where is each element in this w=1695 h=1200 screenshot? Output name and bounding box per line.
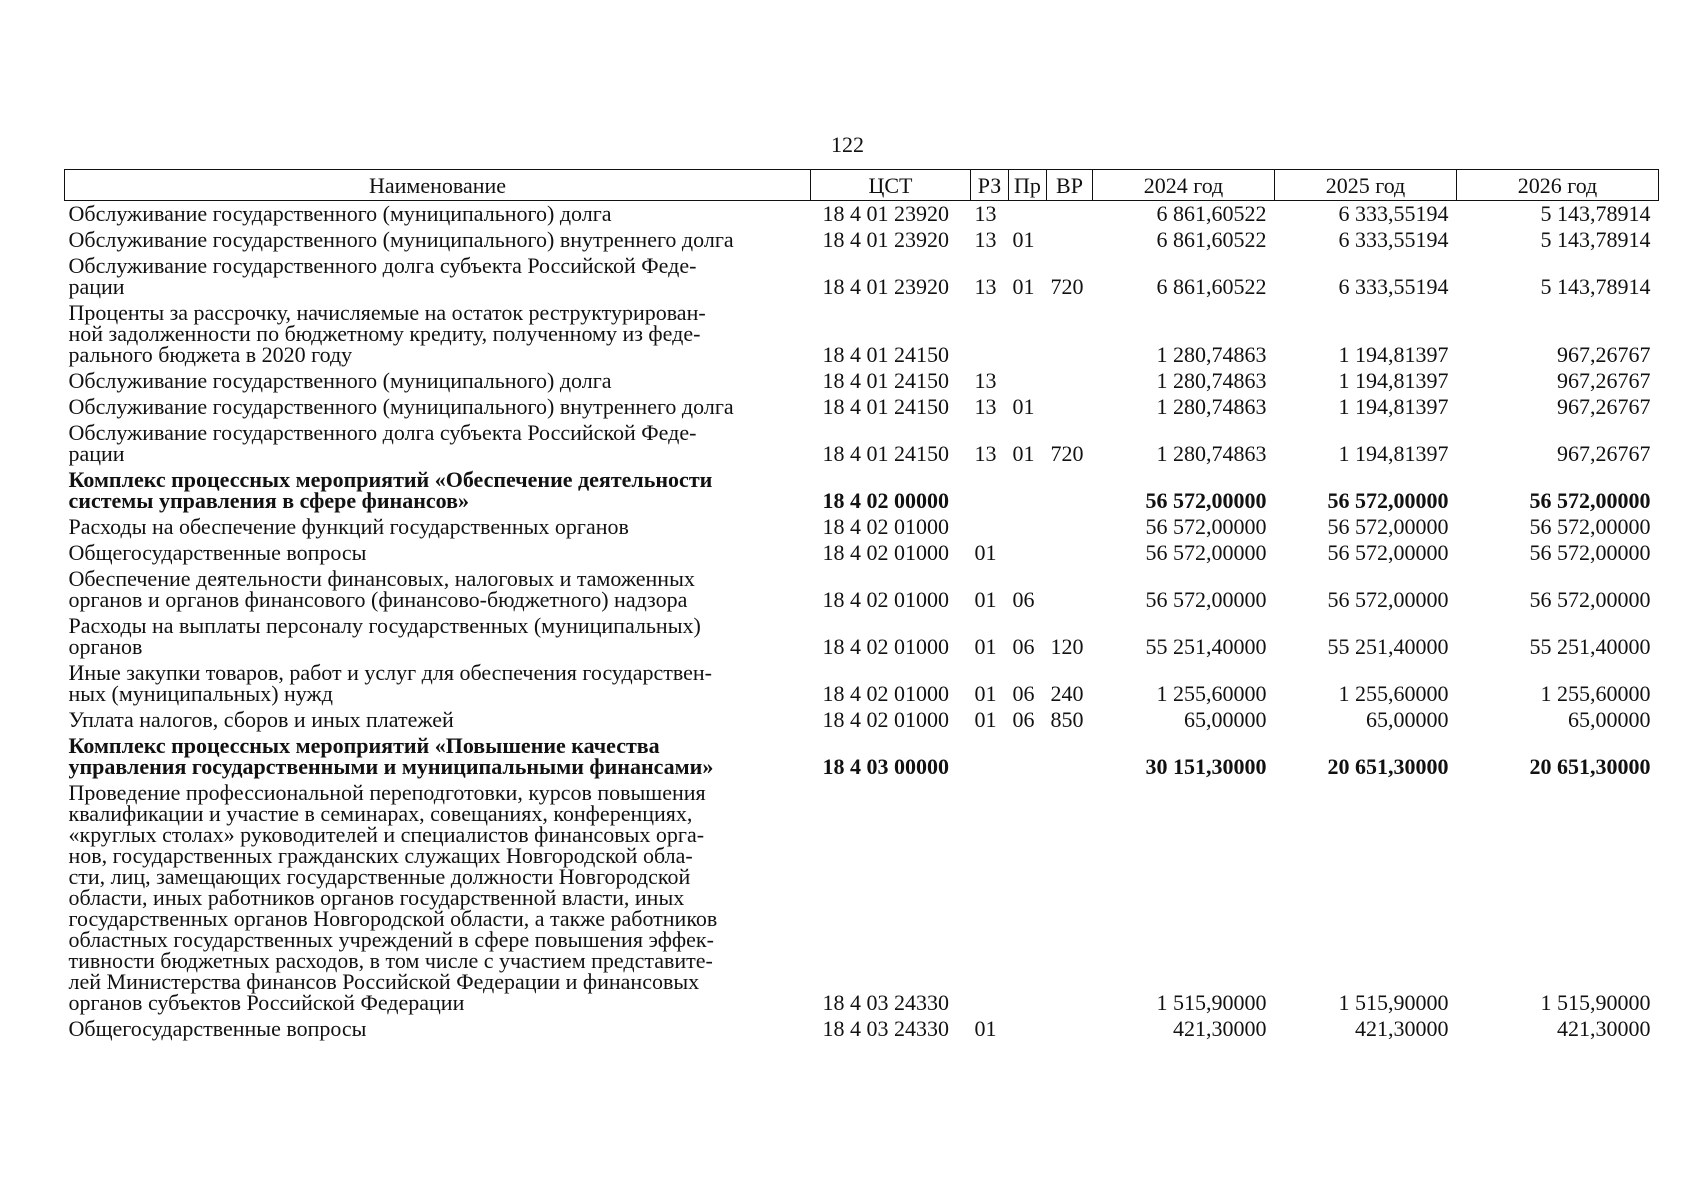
row-name [65,227,811,253]
row-name [65,733,811,780]
row-2025: 56 572,00000 [1327,540,1449,565]
row-cst: 18 4 03 00000 [822,754,949,779]
row-2024: 30 151,30000 [1145,754,1267,779]
row-name-line: органов [68,634,143,659]
row-name-line: сти, лиц, замещающих государственные должности Новгородской [68,864,691,889]
row-cst: 18 4 01 23920 [822,274,949,299]
row-cst: 18 4 01 24150 [822,342,949,367]
row-2026: 421,30000 [1557,1016,1651,1041]
table-row [65,420,1659,467]
row-pr [1009,514,1047,540]
row-2024: 56 572,00000 [1145,540,1267,565]
row-2026: 56 572,00000 [1529,514,1651,539]
row-name-line: квалификации и участие в семинарах, совещаниях, конференциях, [68,801,693,826]
row-name-line: Расходы на обеспечение функций государственных органов [68,514,629,539]
row-2024: 6 861,60522 [1156,227,1267,252]
row-vr [1047,733,1093,780]
row-name-line: Обслуживание государственного (муниципального) внутреннего долга [68,227,734,252]
row-2026: 56 572,00000 [1529,587,1651,612]
row-2024: 421,30000 [1173,1016,1267,1041]
row-cst: 18 4 01 24150 [822,394,949,419]
row-2025: 1 194,81397 [1338,342,1449,367]
row-2026: 967,26767 [1557,342,1651,367]
row-pr: 01 [1012,441,1035,466]
header-rz: РЗ [971,170,1009,201]
row-2025: 1 194,81397 [1338,394,1449,419]
row-name-line: Проведение профессиональной переподготовки, курсов повышения [68,780,706,805]
row-2026: 1 255,60000 [1540,681,1651,706]
row-vr [1047,201,1093,228]
header-2026: 2026 год [1457,170,1659,201]
row-cst: 18 4 02 01000 [822,514,949,539]
row-vr [1047,514,1093,540]
row-2024: 1 255,60000 [1156,681,1267,706]
table-row [65,201,1659,228]
row-name [65,300,811,368]
table-row [65,707,1659,733]
row-name [65,514,811,540]
row-cst: 18 4 02 01000 [822,681,949,706]
row-2026: 65,00000 [1568,707,1651,732]
row-vr [1047,566,1093,613]
row-pr [1009,1016,1047,1042]
row-2025: 20 651,30000 [1327,754,1449,779]
table-row [65,467,1659,514]
page-number: 122 [831,132,864,157]
row-cst: 18 4 03 24330 [822,1016,949,1041]
row-name-line: ных (муниципальных) нужд [68,681,333,706]
row-rz: 13 [974,368,997,393]
row-vr [1047,780,1093,1016]
row-2024: 1 280,74863 [1156,342,1267,367]
row-pr: 06 [1012,707,1035,732]
row-rz: 01 [974,707,997,732]
row-2026: 1 515,90000 [1540,990,1651,1015]
row-name [65,613,811,660]
row-vr [1047,467,1093,514]
row-2024: 6 861,60522 [1156,201,1267,226]
row-vr: 120 [1050,634,1084,659]
table-row [65,394,1659,420]
row-2024: 1 280,74863 [1156,441,1267,466]
row-2025: 65,00000 [1366,707,1449,732]
row-vr [1047,300,1093,368]
row-vr: 240 [1050,681,1084,706]
table-row [65,1016,1659,1042]
row-2026: 967,26767 [1557,394,1651,419]
row-vr [1047,368,1093,394]
row-name-line: Иные закупки товаров, работ и услуг для обеспечения государствен- [68,660,712,685]
row-name [65,394,811,420]
table-row [65,540,1659,566]
row-vr: 720 [1050,274,1084,299]
row-name-line: управления государственными и муниципальными финансами» [68,754,714,779]
row-name [65,1016,811,1042]
row-2024: 6 861,60522 [1156,274,1267,299]
row-name-line: лей Министерства финансов Российской Федерации и финансовых [68,969,700,994]
row-2025: 6 333,55194 [1338,227,1449,252]
row-rz: 01 [974,634,997,659]
row-rz: 01 [974,681,997,706]
row-name-line: рального бюджета в 2020 году [68,342,353,367]
row-2026: 5 143,78914 [1540,201,1651,226]
row-pr [1009,733,1047,780]
header-name: Наименование [65,170,811,201]
table-row [65,660,1659,707]
table-body [65,201,1659,1043]
row-pr: 06 [1012,634,1035,659]
row-rz: 13 [974,441,997,466]
row-pr [1009,540,1047,566]
row-name-line: Обслуживание государственного (муниципального) долга [68,368,612,393]
row-2025: 56 572,00000 [1327,514,1449,539]
row-cst: 18 4 03 24330 [822,990,949,1015]
table-row [65,514,1659,540]
row-name [65,566,811,613]
row-2025: 1 255,60000 [1338,681,1449,706]
row-name [65,201,811,228]
row-2026: 56 572,00000 [1529,540,1651,565]
row-2026: 56 572,00000 [1529,488,1651,513]
row-2024: 65,00000 [1184,707,1267,732]
row-name [65,780,811,1016]
row-vr [1047,394,1093,420]
row-2025: 6 333,55194 [1338,201,1449,226]
row-2025: 6 333,55194 [1338,274,1449,299]
row-2025: 56 572,00000 [1327,488,1449,513]
budget-table [64,169,1659,1042]
row-rz [971,300,1009,368]
row-name-line: Обслуживание государственного долга субъекта Российской Феде- [68,420,697,445]
row-name-line: органов и органов финансового (финансово-бюджетного) надзора [68,587,688,612]
row-name-line: системы управления в сфере финансов» [68,488,469,513]
row-name-line: Обслуживание государственного долга субъекта Российской Феде- [68,253,697,278]
row-name-line: областных государственных учреждений в сфере повышения эффек- [68,927,714,952]
row-name-line: Комплекс процессных мероприятий «Обеспечение деятельности [68,467,713,492]
row-name-line: рации [68,441,125,466]
row-2024: 56 572,00000 [1145,514,1267,539]
row-name [65,368,811,394]
row-name-line: государственных органов Новгородской области, а также работников [68,906,718,931]
row-pr: 01 [1012,227,1035,252]
row-2024: 1 280,74863 [1156,368,1267,393]
row-2026: 5 143,78914 [1540,227,1651,252]
row-2025: 1 515,90000 [1338,990,1449,1015]
row-cst: 18 4 02 01000 [822,587,949,612]
row-rz [971,780,1009,1016]
row-name [65,707,811,733]
header-cst: ЦСТ [811,170,971,201]
row-rz: 13 [974,227,997,252]
row-cst: 18 4 02 00000 [822,488,949,513]
row-pr: 01 [1012,274,1035,299]
row-2024: 56 572,00000 [1145,587,1267,612]
row-2025: 56 572,00000 [1327,587,1449,612]
row-name-line: рации [68,274,125,299]
row-rz: 13 [974,394,997,419]
row-name-line: ной задолженности по бюджетному кредиту, полученному из феде- [68,321,701,346]
row-name-line: Обслуживание государственного (муниципального) долга [68,201,612,226]
table-row [65,300,1659,368]
row-vr [1047,1016,1093,1042]
row-rz: 01 [974,540,997,565]
header-pr: Пр [1009,170,1047,201]
table-header-row [65,170,1659,201]
row-name-line: Проценты за рассрочку, начисляемые на остаток реструктурирован- [68,300,706,325]
row-name-line: Расходы на выплаты персоналу государственных (муниципальных) [68,613,701,638]
row-pr [1009,300,1047,368]
row-2024: 1 515,90000 [1156,990,1267,1015]
row-cst: 18 4 02 01000 [822,634,949,659]
row-pr [1009,467,1047,514]
row-rz [971,467,1009,514]
row-pr [1009,780,1047,1016]
row-cst: 18 4 01 23920 [822,227,949,252]
header-2025: 2025 год [1275,170,1457,201]
table-row [65,227,1659,253]
row-2025: 1 194,81397 [1338,368,1449,393]
row-pr: 06 [1012,587,1035,612]
row-name [65,253,811,300]
row-vr [1047,227,1093,253]
row-2024: 55 251,40000 [1145,634,1267,659]
row-name-line: Общегосударственные вопросы [68,1016,367,1041]
row-2024: 56 572,00000 [1145,488,1267,513]
row-rz [971,514,1009,540]
row-name-line: Обеспечение деятельности финансовых, налоговых и таможенных [68,566,695,591]
row-cst: 18 4 02 01000 [822,540,949,565]
row-2026: 20 651,30000 [1529,754,1651,779]
row-2025: 1 194,81397 [1338,441,1449,466]
row-name-line: «круглых столах» руководителей и специалистов финансовых орга- [68,822,705,847]
row-2026: 967,26767 [1557,368,1651,393]
row-2024: 1 280,74863 [1156,394,1267,419]
row-cst: 18 4 02 01000 [822,707,949,732]
header-2024: 2024 год [1093,170,1275,201]
row-2025: 421,30000 [1355,1016,1449,1041]
row-pr [1009,368,1047,394]
row-vr: 720 [1050,441,1084,466]
row-2026: 5 143,78914 [1540,274,1651,299]
row-rz: 01 [974,587,997,612]
row-name-line: нов, государственных гражданских служащих Новгородской обла- [68,843,693,868]
row-name-line: органов субъектов Российской Федерации [68,990,465,1015]
row-name [65,467,811,514]
row-pr: 01 [1012,394,1035,419]
row-2026: 55 251,40000 [1529,634,1651,659]
row-2026: 967,26767 [1557,441,1651,466]
table-row [65,566,1659,613]
table-row [65,613,1659,660]
row-rz: 13 [974,201,997,226]
row-name-line: Общегосударственные вопросы [68,540,367,565]
table-row [65,780,1659,1016]
row-cst: 18 4 01 23920 [822,201,949,226]
row-vr: 850 [1050,707,1084,732]
table-row [65,368,1659,394]
row-name-line: тивности бюджетных расходов, в том числе с участием представите- [68,948,713,973]
row-rz [971,733,1009,780]
row-name [65,420,811,467]
row-pr [1009,201,1047,228]
row-pr: 06 [1012,681,1035,706]
table-row [65,253,1659,300]
row-cst: 18 4 01 24150 [822,441,949,466]
row-name-line: Комплекс процессных мероприятий «Повышение качества [68,733,660,758]
row-name-line: Обслуживание государственного (муниципального) внутреннего долга [68,394,734,419]
row-name [65,660,811,707]
table-row [65,733,1659,780]
row-rz: 13 [974,274,997,299]
row-2025: 55 251,40000 [1327,634,1449,659]
row-rz: 01 [974,1016,997,1041]
row-cst: 18 4 01 24150 [822,368,949,393]
row-name-line: Уплата налогов, сборов и иных платежей [68,707,454,732]
row-vr [1047,540,1093,566]
row-name-line: области, иных работников органов государственной власти, иных [68,885,685,910]
header-vr: ВР [1047,170,1093,201]
row-name [65,540,811,566]
